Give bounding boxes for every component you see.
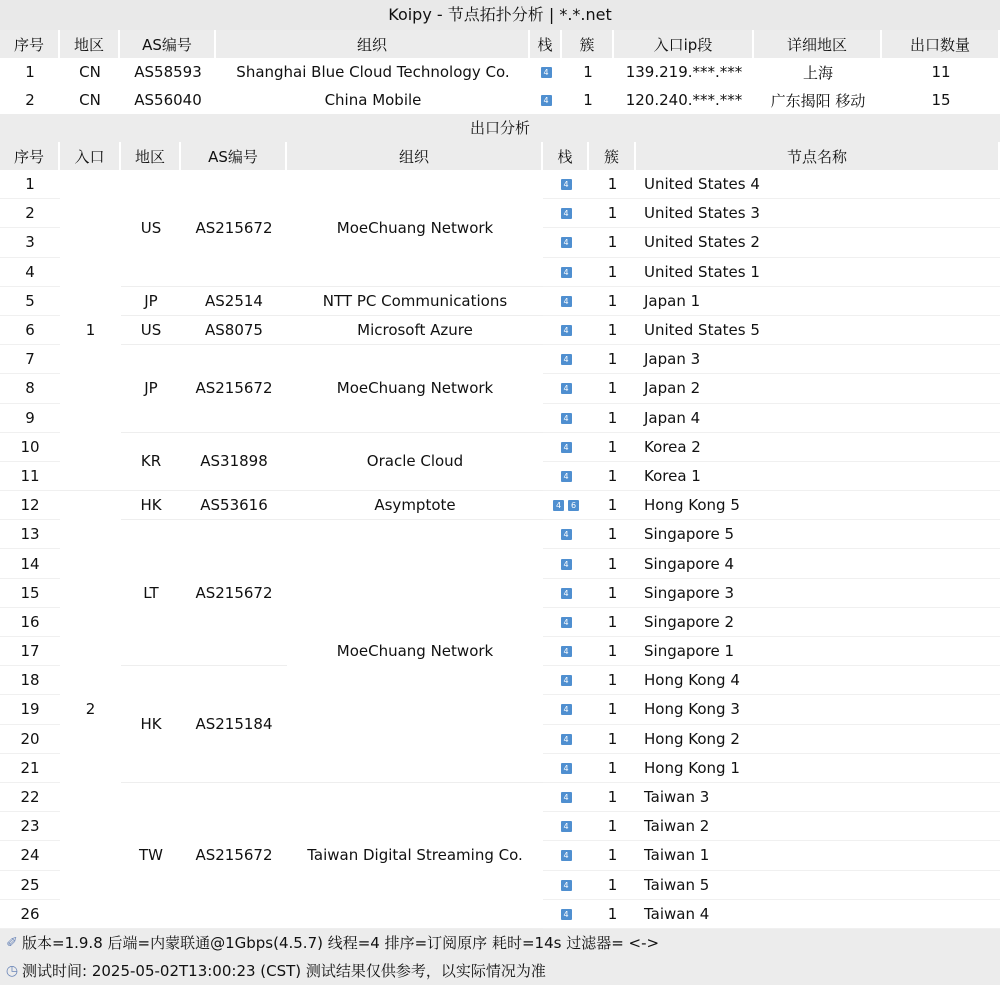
stack-cell	[543, 199, 589, 228]
table-row	[0, 491, 1000, 520]
region-cell: CN	[79, 91, 101, 109]
node-name-cell: Hong Kong 1	[636, 754, 1000, 783]
region-cell: US	[121, 170, 181, 287]
row-index: 16	[0, 608, 60, 637]
column-header: 栈	[543, 142, 589, 170]
org-cell: MoeChuang Network	[287, 170, 543, 287]
footer-line-2: 测试时间: 2025-05-02T13:00:23 (CST) 测试结果仅供参考，以实际情况为准	[22, 961, 546, 980]
cluster-cell: 1	[589, 258, 636, 287]
node-name-cell: Japan 4	[636, 404, 1000, 433]
column-header: 入口ip段	[614, 30, 754, 58]
ip-stack-4-icon: 4	[561, 675, 572, 686]
as-number-cell: AS215672	[181, 520, 287, 666]
node-name-cell: United States 1	[636, 258, 1000, 287]
cluster-cell: 1	[589, 316, 636, 345]
cluster-cell: 1	[589, 579, 636, 608]
page-title: Koipy - 节点拓扑分析 | *.*.net	[0, 0, 1000, 30]
cluster-cell: 1	[589, 666, 636, 695]
org-cell: NTT PC Communications	[287, 287, 543, 316]
column-header: 组织	[216, 30, 530, 58]
row-index: 7	[0, 345, 60, 374]
row-index: 6	[0, 316, 60, 345]
detail-region-cell: 上海	[802, 63, 833, 82]
stack-cell	[530, 86, 562, 114]
ip-stack-4-icon: 4	[561, 413, 572, 424]
column-header: 组织	[287, 142, 543, 170]
node-name-cell: Taiwan 1	[636, 841, 1000, 870]
row-index: 5	[0, 287, 60, 316]
cluster-cell: 1	[589, 228, 636, 257]
cluster-cell: 1	[589, 754, 636, 783]
as-number-cell: AS56040	[134, 91, 202, 109]
stack-cell	[543, 812, 589, 841]
org-cell: MoeChuang Network	[287, 520, 543, 783]
org-cell: Taiwan Digital Streaming Co.	[287, 783, 543, 929]
stack-cell	[543, 666, 589, 695]
as-number-cell: AS58593	[134, 63, 202, 81]
node-name-cell: United States 5	[636, 316, 1000, 345]
stack-cell	[543, 404, 589, 433]
cluster-cell: 1	[589, 287, 636, 316]
ip-stack-4-icon: 4	[561, 325, 572, 336]
column-header: AS编号	[181, 142, 287, 170]
as-number-cell: AS215672	[181, 170, 287, 287]
entry-cell: 2	[60, 491, 121, 929]
node-name-cell: Taiwan 5	[636, 871, 1000, 900]
column-header: 入口	[60, 142, 121, 170]
table-row	[0, 433, 1000, 462]
stack-cell	[543, 900, 589, 929]
stack-cell	[543, 549, 589, 578]
region-cell: LT	[121, 520, 181, 666]
node-name-cell: Hong Kong 3	[636, 695, 1000, 724]
table-row	[0, 316, 1000, 345]
stack-cell	[543, 374, 589, 403]
ip-stack-4-icon: 4	[541, 95, 552, 106]
org-cell: China Mobile	[324, 91, 422, 109]
stack-cell	[543, 783, 589, 812]
node-name-cell: Japan 3	[636, 345, 1000, 374]
cluster-cell: 1	[589, 491, 636, 520]
stack-cell	[543, 287, 589, 316]
cluster-cell: 1	[589, 520, 636, 549]
row-index: 8	[0, 374, 60, 403]
stack-cell	[543, 433, 589, 462]
stack-cell	[543, 345, 589, 374]
node-name-cell: Japan 1	[636, 287, 1000, 316]
stack-cell	[543, 228, 589, 257]
table-row	[0, 520, 1000, 549]
table-row	[0, 58, 1000, 86]
region-cell: US	[121, 316, 181, 345]
entry-header-row	[0, 30, 1000, 58]
node-name-cell: Taiwan 2	[636, 812, 1000, 841]
cluster-cell: 1	[589, 433, 636, 462]
ip-stack-4-icon: 4	[561, 617, 572, 628]
ip-stack-4-icon: 4	[561, 704, 572, 715]
region-cell: TW	[121, 783, 181, 929]
footer-line-1: 版本=1.9.8 后端=内蒙联通@1Gbps(4.5.7) 线程=4 排序=订阅原序 耗时=14s 过滤器= <->	[22, 933, 660, 952]
exit-header-row	[0, 142, 1000, 170]
stack-cell	[543, 695, 589, 724]
ip-stack-4-icon: 4	[561, 442, 572, 453]
region-cell: JP	[121, 287, 181, 316]
row-index: 2	[25, 91, 35, 109]
as-number-cell: AS8075	[181, 316, 287, 345]
cluster-cell: 1	[589, 462, 636, 491]
node-name-cell: Singapore 3	[636, 579, 1000, 608]
node-name-cell: Singapore 4	[636, 549, 1000, 578]
ip-stack-4-icon: 4	[561, 880, 572, 891]
node-name-cell: Hong Kong 2	[636, 725, 1000, 754]
ip-stack-4-icon: 4	[561, 792, 572, 803]
ip-stack-4-icon: 4	[561, 179, 572, 190]
row-index: 24	[0, 841, 60, 870]
node-name-cell: United States 4	[636, 170, 1000, 199]
row-index: 2	[0, 199, 60, 228]
cluster-cell: 1	[589, 900, 636, 929]
ip-stack-4-icon: 4	[541, 67, 552, 78]
entry-cell: 1	[60, 170, 121, 491]
stack-cell	[543, 871, 589, 900]
column-header: 地区	[121, 142, 181, 170]
column-header: AS编号	[120, 30, 216, 58]
node-name-cell: Korea 1	[636, 462, 1000, 491]
table-row	[0, 345, 1000, 374]
exit-count-cell: 11	[931, 63, 951, 81]
org-cell: MoeChuang Network	[287, 345, 543, 433]
row-index: 26	[0, 900, 60, 929]
stack-cell	[543, 637, 589, 666]
ip-stack-4-icon: 4	[561, 237, 572, 248]
ip-stack-4-icon: 4	[561, 383, 572, 394]
ip-stack-4-icon: 4	[561, 559, 572, 570]
row-index: 12	[0, 491, 60, 520]
cluster-cell: 1	[589, 871, 636, 900]
cluster-cell: 1	[589, 170, 636, 199]
column-header: 栈	[530, 30, 562, 58]
cluster-cell: 1	[589, 841, 636, 870]
column-header: 簇	[562, 30, 614, 58]
column-header: 出口数量	[882, 30, 1000, 58]
cluster-cell: 1	[589, 695, 636, 724]
cluster-cell: 1	[589, 637, 636, 666]
row-index: 19	[0, 695, 60, 724]
as-number-cell: AS2514	[181, 287, 287, 316]
org-cell: Shanghai Blue Cloud Technology Co.	[236, 63, 510, 81]
cluster-cell: 1	[589, 404, 636, 433]
region-cell: CN	[79, 63, 101, 81]
node-name-cell: Singapore 1	[636, 637, 1000, 666]
cluster-cell: 1	[589, 725, 636, 754]
cluster-cell: 1	[589, 812, 636, 841]
as-number-cell: AS53616	[181, 491, 287, 520]
row-index: 22	[0, 783, 60, 812]
row-index: 25	[0, 871, 60, 900]
ip-stack-4-icon: 4	[561, 763, 572, 774]
cluster-cell: 1	[583, 63, 593, 81]
ip-stack-4-icon: 4	[553, 500, 564, 511]
column-header: 节点名称	[636, 142, 1000, 170]
cluster-cell: 1	[589, 374, 636, 403]
region-cell: HK	[121, 666, 181, 783]
row-index: 1	[25, 63, 35, 81]
row-index: 23	[0, 812, 60, 841]
row-index: 18	[0, 666, 60, 695]
column-header: 序号	[0, 30, 60, 58]
region-cell: JP	[121, 345, 181, 433]
stack-cell	[543, 841, 589, 870]
org-cell: Asymptote	[287, 491, 543, 520]
ip-stack-4-icon: 4	[561, 821, 572, 832]
as-number-cell: AS215184	[181, 666, 287, 783]
footer-time	[0, 957, 1000, 985]
stack-cell	[543, 754, 589, 783]
table-row	[0, 86, 1000, 114]
clock-icon: ◷	[5, 962, 19, 979]
row-index: 1	[0, 170, 60, 199]
node-name-cell: Hong Kong 4	[636, 666, 1000, 695]
ip-stack-4-icon: 4	[561, 267, 572, 278]
stack-cell	[543, 316, 589, 345]
region-cell: HK	[121, 491, 181, 520]
row-index: 4	[0, 258, 60, 287]
row-index: 9	[0, 404, 60, 433]
ip-stack-4-icon: 4	[561, 646, 572, 657]
node-name-cell: Korea 2	[636, 433, 1000, 462]
footer-info	[0, 929, 1000, 957]
stack-cell	[543, 608, 589, 637]
cluster-cell: 1	[589, 345, 636, 374]
column-header: 详细地区	[754, 30, 882, 58]
cluster-cell: 1	[589, 549, 636, 578]
ip-stack-4-icon: 4	[561, 850, 572, 861]
exit-count-cell: 15	[931, 91, 951, 109]
exit-table	[0, 142, 1000, 929]
stack-cell	[530, 58, 562, 86]
node-name-cell: Singapore 5	[636, 520, 1000, 549]
as-number-cell: AS215672	[181, 345, 287, 433]
node-name-cell: Taiwan 4	[636, 900, 1000, 929]
stack-cell	[543, 258, 589, 287]
cluster-cell: 1	[589, 608, 636, 637]
ip-stack-4-icon: 4	[561, 354, 572, 365]
cluster-cell: 1	[589, 199, 636, 228]
ip-range-cell: 139.219.***.***	[625, 63, 743, 81]
section-title: 出口分析	[0, 114, 1000, 142]
stack-cell	[543, 491, 589, 520]
row-index: 17	[0, 637, 60, 666]
ip-stack-4-icon: 4	[561, 296, 572, 307]
row-index: 15	[0, 579, 60, 608]
table-row	[0, 287, 1000, 316]
region-cell: KR	[121, 433, 181, 491]
org-cell: Oracle Cloud	[287, 433, 543, 491]
stack-cell	[543, 170, 589, 199]
row-index: 21	[0, 754, 60, 783]
column-header: 序号	[0, 142, 60, 170]
table-row	[0, 783, 1000, 812]
node-name-cell: Taiwan 3	[636, 783, 1000, 812]
node-name-cell: United States 2	[636, 228, 1000, 257]
row-index: 20	[0, 725, 60, 754]
ip-range-cell: 120.240.***.***	[625, 91, 743, 109]
ip-stack-4-icon: 4	[561, 588, 572, 599]
ip-stack-4-icon: 4	[561, 529, 572, 540]
entry-table	[0, 30, 1000, 114]
row-index: 3	[0, 228, 60, 257]
stack-cell	[543, 725, 589, 754]
node-name-cell: Singapore 2	[636, 608, 1000, 637]
ip-stack-4-icon: 4	[561, 471, 572, 482]
stack-cell	[543, 520, 589, 549]
cluster-cell: 1	[589, 783, 636, 812]
ip-stack-4-icon: 4	[561, 734, 572, 745]
ip-stack-4-icon: 4	[561, 909, 572, 920]
ip-stack-6-icon: 6	[568, 500, 579, 511]
stack-cell	[543, 462, 589, 491]
row-index: 13	[0, 520, 60, 549]
table-row	[0, 170, 1000, 199]
tools-icon: ✐	[6, 934, 18, 951]
column-header: 地区	[60, 30, 120, 58]
as-number-cell: AS31898	[181, 433, 287, 491]
stack-cell	[543, 579, 589, 608]
as-number-cell: AS215672	[181, 783, 287, 929]
ip-stack-4-icon: 4	[561, 208, 572, 219]
detail-region-cell: 广东揭阳 移动	[770, 91, 866, 110]
node-name-cell: Hong Kong 5	[636, 491, 1000, 520]
row-index: 11	[0, 462, 60, 491]
row-index: 10	[0, 433, 60, 462]
column-header: 簇	[589, 142, 636, 170]
org-cell: Microsoft Azure	[287, 316, 543, 345]
row-index: 14	[0, 549, 60, 578]
node-name-cell: Japan 2	[636, 374, 1000, 403]
node-name-cell: United States 3	[636, 199, 1000, 228]
cluster-cell: 1	[583, 91, 593, 109]
